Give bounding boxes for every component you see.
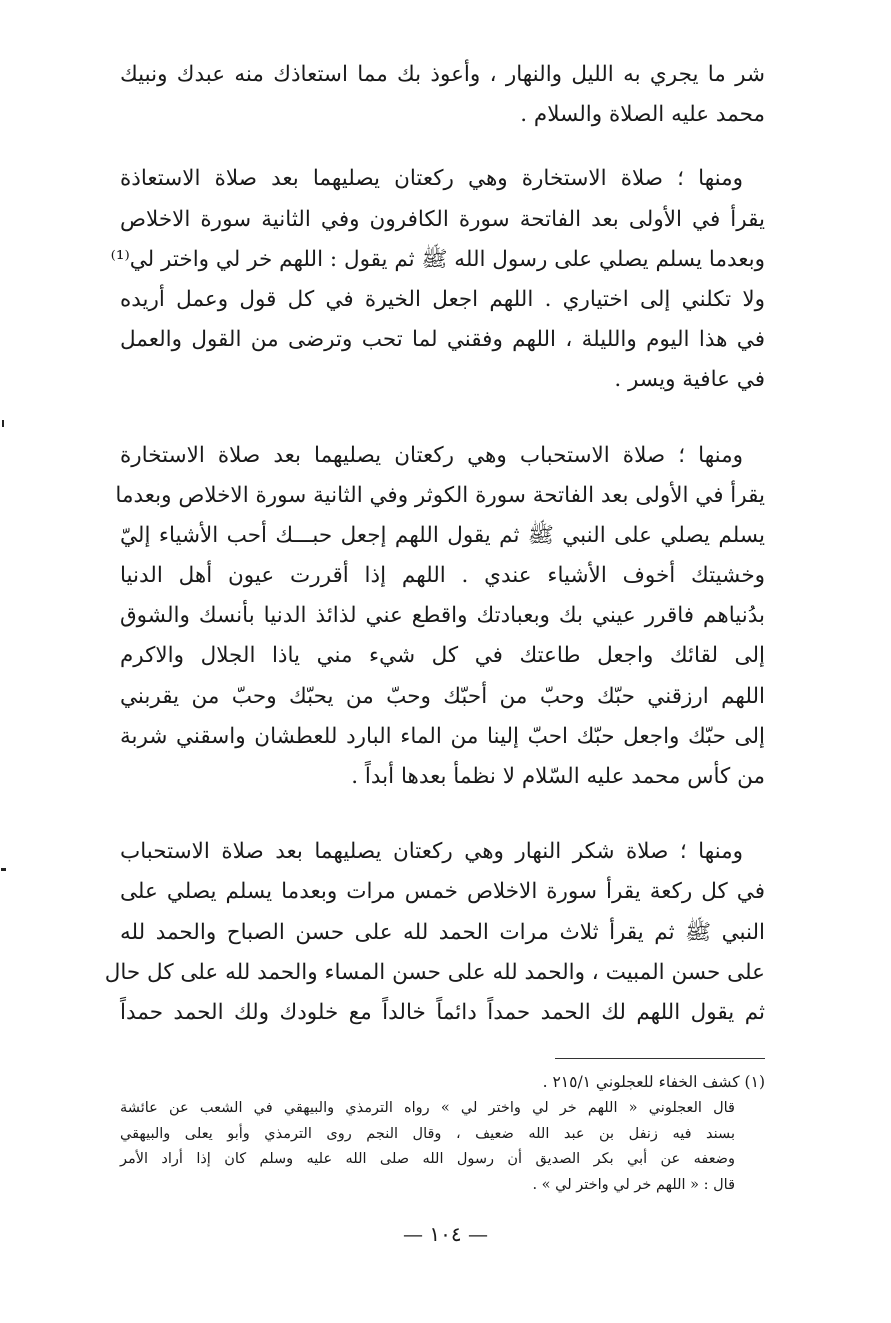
- text-line: ومنها ؛ صلاة شكر النهار وهي ركعتان يصليهما بعد صلاة الاستحباب: [120, 839, 743, 865]
- footnote-line: قال العجلوني « اللهم خر لي واختر لي » رواه الترمذي والبيهقي في الشعب عن عائشة: [120, 1100, 735, 1117]
- text-line: بدُنياهم فاقرر عيني بك وبعبادتك واقطع عني لذائذ الدنيا بأنسك والشوق: [120, 603, 765, 629]
- text-line: يقرأ في الأولى بعد الفاتحة سورة الكافرون وفي الثانية سورة الاخلاص: [120, 206, 765, 232]
- text-line: ومنها ؛ صلاة الاستحباب وهي ركعتان يصليهما بعد صلاة الاستخارة: [120, 442, 743, 468]
- footnotes: [120, 1058, 765, 1198]
- paragraph-4: [104, 832, 765, 1033]
- text-line: وبعدما يسلم يصلي على رسول الله ﷺ ثم يقول : اللهم خر لي واختر لي⁽¹⁾: [110, 246, 765, 272]
- text-line: في كل ركعة يقرأ سورة الاخلاص خمس مرات وبعدما يسلم يصلي على: [120, 879, 765, 905]
- paragraph-3: [115, 436, 765, 798]
- text-line: ثم يقول اللهم لك الحمد حمداً دائماً خالداً مع خلودك ولك الحمد حمداً: [120, 999, 765, 1025]
- text-line: محمد عليه الصلاة والسلام .: [520, 102, 765, 128]
- footnote-divider: [555, 1058, 765, 1059]
- text-line: من كأس محمد عليه السّلام لا نظمأ بعدها أبداً .: [351, 764, 765, 789]
- text-line: النبي ﷺ ثم يقرأ ثلاث مرات الحمد لله على حسن الصباح والحمد لله: [120, 919, 765, 945]
- page-body: [104, 55, 765, 1198]
- text-line: في هذا اليوم والليلة ، اللهم وفقني لما تحب وترضى من القول والعمل: [120, 327, 765, 353]
- text-line: ومنها ؛ صلاة الاستخارة وهي ركعتان يصليهما بعد صلاة الاستعاذة: [120, 166, 743, 192]
- text-line: إلى حبّك واجعل حبّك احبّ إلينا من الماء البارد للعطشان واسقني شربة: [120, 723, 765, 749]
- footnote-line: قال : « اللهم خر لي واختر لي » .: [532, 1176, 735, 1193]
- text-line: في عافية ويسر .: [614, 367, 765, 393]
- paragraph-2: [110, 159, 765, 400]
- text-line: على حسن المبيت ، والحمد لله على حسن المساء والحمد لله على كل حال: [104, 959, 765, 985]
- page-number: — ١٠٤ —: [403, 1222, 488, 1246]
- footnote-line: وضعفه عن أبي بكر الصديق أن رسول الله صلى الله عليه وسلم كان إذا أراد الأمر: [120, 1151, 735, 1168]
- text-line: يسلم يصلي على النبي ﷺ ثم يقول اللهم إجعل حبـــك أحب الأشياء إليّ: [120, 522, 765, 548]
- text-line: إلى لقائك واجعل طاعتك في كل شيء مني ياذا الجلال والاكرم: [120, 643, 765, 669]
- footnote-heading: (١) كشف الخفاء للعجلوني ٢١٥/١ .: [542, 1073, 765, 1092]
- scan-margin-mark: [2, 420, 4, 427]
- text-line: يقرأ في الأولى بعد الفاتحة سورة الكوثر وفي الثانية سورة الاخلاص وبعدما: [115, 482, 765, 508]
- footnote-line: بسند فيه زنفل بن عبد الله ضعيف ، وقال النجم روى الترمذي وأبو يعلى والبيهقي: [120, 1125, 735, 1142]
- text-line: ولا تكلني إلى اختياري . اللهم اجعل الخيرة في كل قول وعمل أريده: [120, 286, 765, 312]
- text-line: اللهم ارزقني حبّك وحبّ من أحبّك وحبّ من يحبّك وحبّ من يقربني: [120, 683, 765, 709]
- text-line: شر ما يجري به الليل والنهار ، وأعوذ بك مما استعاذك منه عبدك ونبيك: [120, 62, 765, 87]
- text-line: وخشيتك أخوف الأشياء عندي . اللهم إذا أقررت عيون أهل الدنيا: [120, 563, 765, 589]
- paragraph-1: [120, 55, 765, 135]
- scan-margin-mark: [1, 868, 6, 871]
